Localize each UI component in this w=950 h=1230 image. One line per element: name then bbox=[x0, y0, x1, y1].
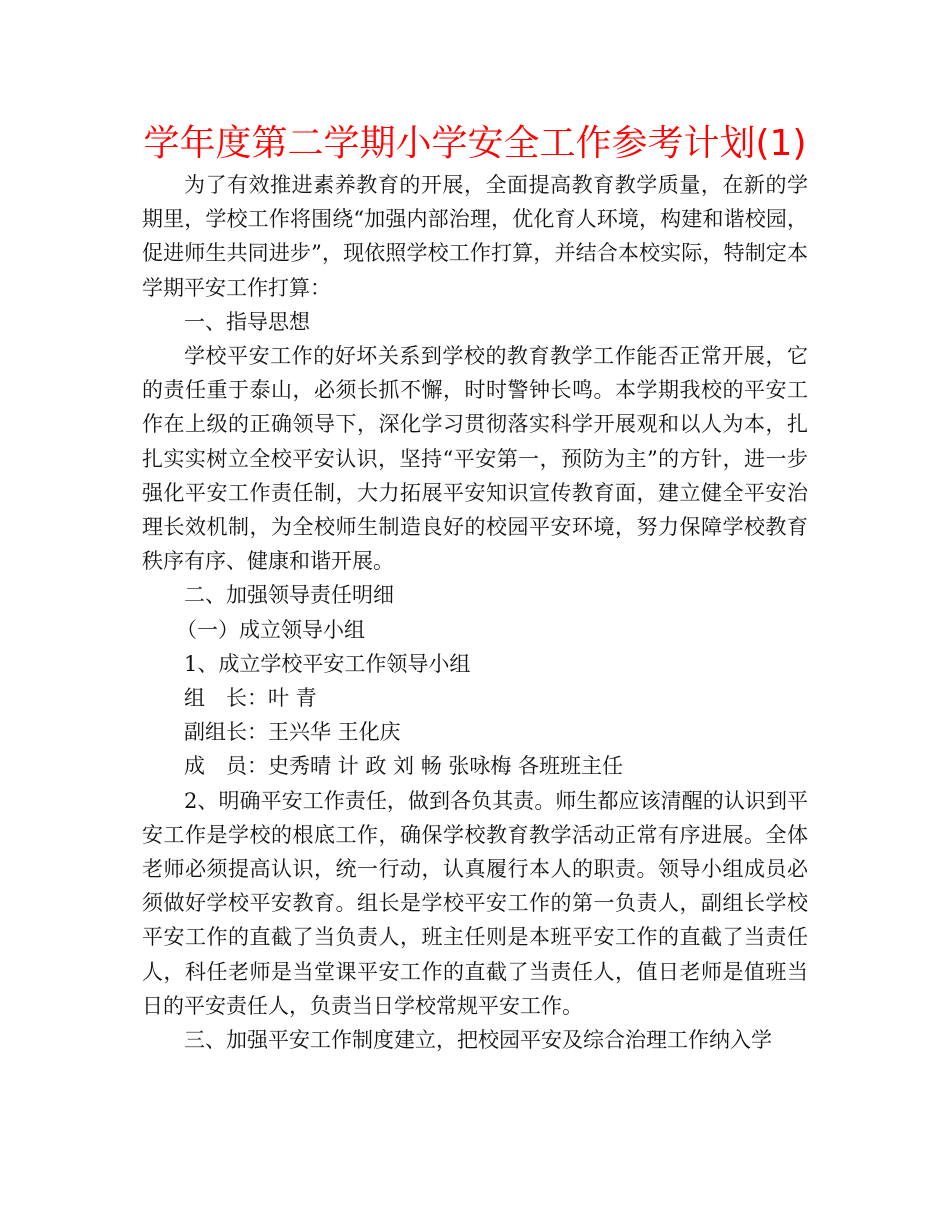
group-members-line: 成 员：史秀晴 计 政 刘 畅 张咏梅 各班班主任 bbox=[184, 754, 624, 779]
section-heading-guiding-thought: 一、指导思想 bbox=[184, 309, 310, 334]
responsibility-paragraph: 2、明确平安工作责任，做到各负其责。师生都应该清醒的认识到平安工作是学校的根底工作，确保学校教育教学活动正常有序进展。全体老师必须提高认识，统一行动，认真履行本人的职责。领导小组成员必须做好学校平安教育。组长是学校平安工作的第一负责人，副组长学校平安工作的直截了当负责人，班主任则是本班平安工作的直截了当责任人，科任老师是当堂课平安工作的直截了当责任人，值日老师是值班当日的平安责任人，负责当日学校常规平安工作。 bbox=[142, 788, 808, 1018]
group-leader-line: 组 长：叶 青 bbox=[184, 686, 317, 711]
section-heading-leadership: 二、加强领导责任明细 bbox=[184, 583, 394, 608]
item-heading-safety-group: 1、成立学校平安工作领导小组 bbox=[184, 651, 471, 676]
deputy-leader-line: 副组长：王兴华 王化庆 bbox=[184, 720, 401, 745]
document-body bbox=[142, 168, 808, 1057]
intro-paragraph: 为了有效推进素养教育的开展，全面提高教育教学质量，在新的学期里，学校工作将围绕“加强内部治理，优化育人环境，构建和谐校园，促进师生共同进步”，现依照学校工作打算，并结合本校实际，特制定本学期平安工作打算： bbox=[142, 173, 808, 300]
section-three-paragraph: 三、加强平安工作制度建立，把校园平安及综合治理工作纳入学 bbox=[184, 1028, 772, 1053]
document-title: 学年度第二学期小学安全工作参考计划(1) bbox=[143, 123, 807, 164]
subsection-heading-leading-group: （一）成立领导小组 bbox=[176, 617, 365, 642]
guiding-thought-paragraph: 学校平安工作的好坏关系到学校的教育教学工作能否正常开展，它的责任重于泰山，必须长抓不懈，时时警钟长鸣。本学期我校的平安工作在上级的正确领导下，深化学习贯彻落实科学开展观和以人为本，扎扎实实树立全校平安认识，坚持“平安第一，预防为主”的方针，进一步强化平安工作责任制，大力拓展平安知识宣传教育面，建立健全平安治理长效机制，为全校师生制造良好的校园平安环境，努力保障学校教育秩序有序、健康和谐开展。 bbox=[142, 344, 808, 574]
